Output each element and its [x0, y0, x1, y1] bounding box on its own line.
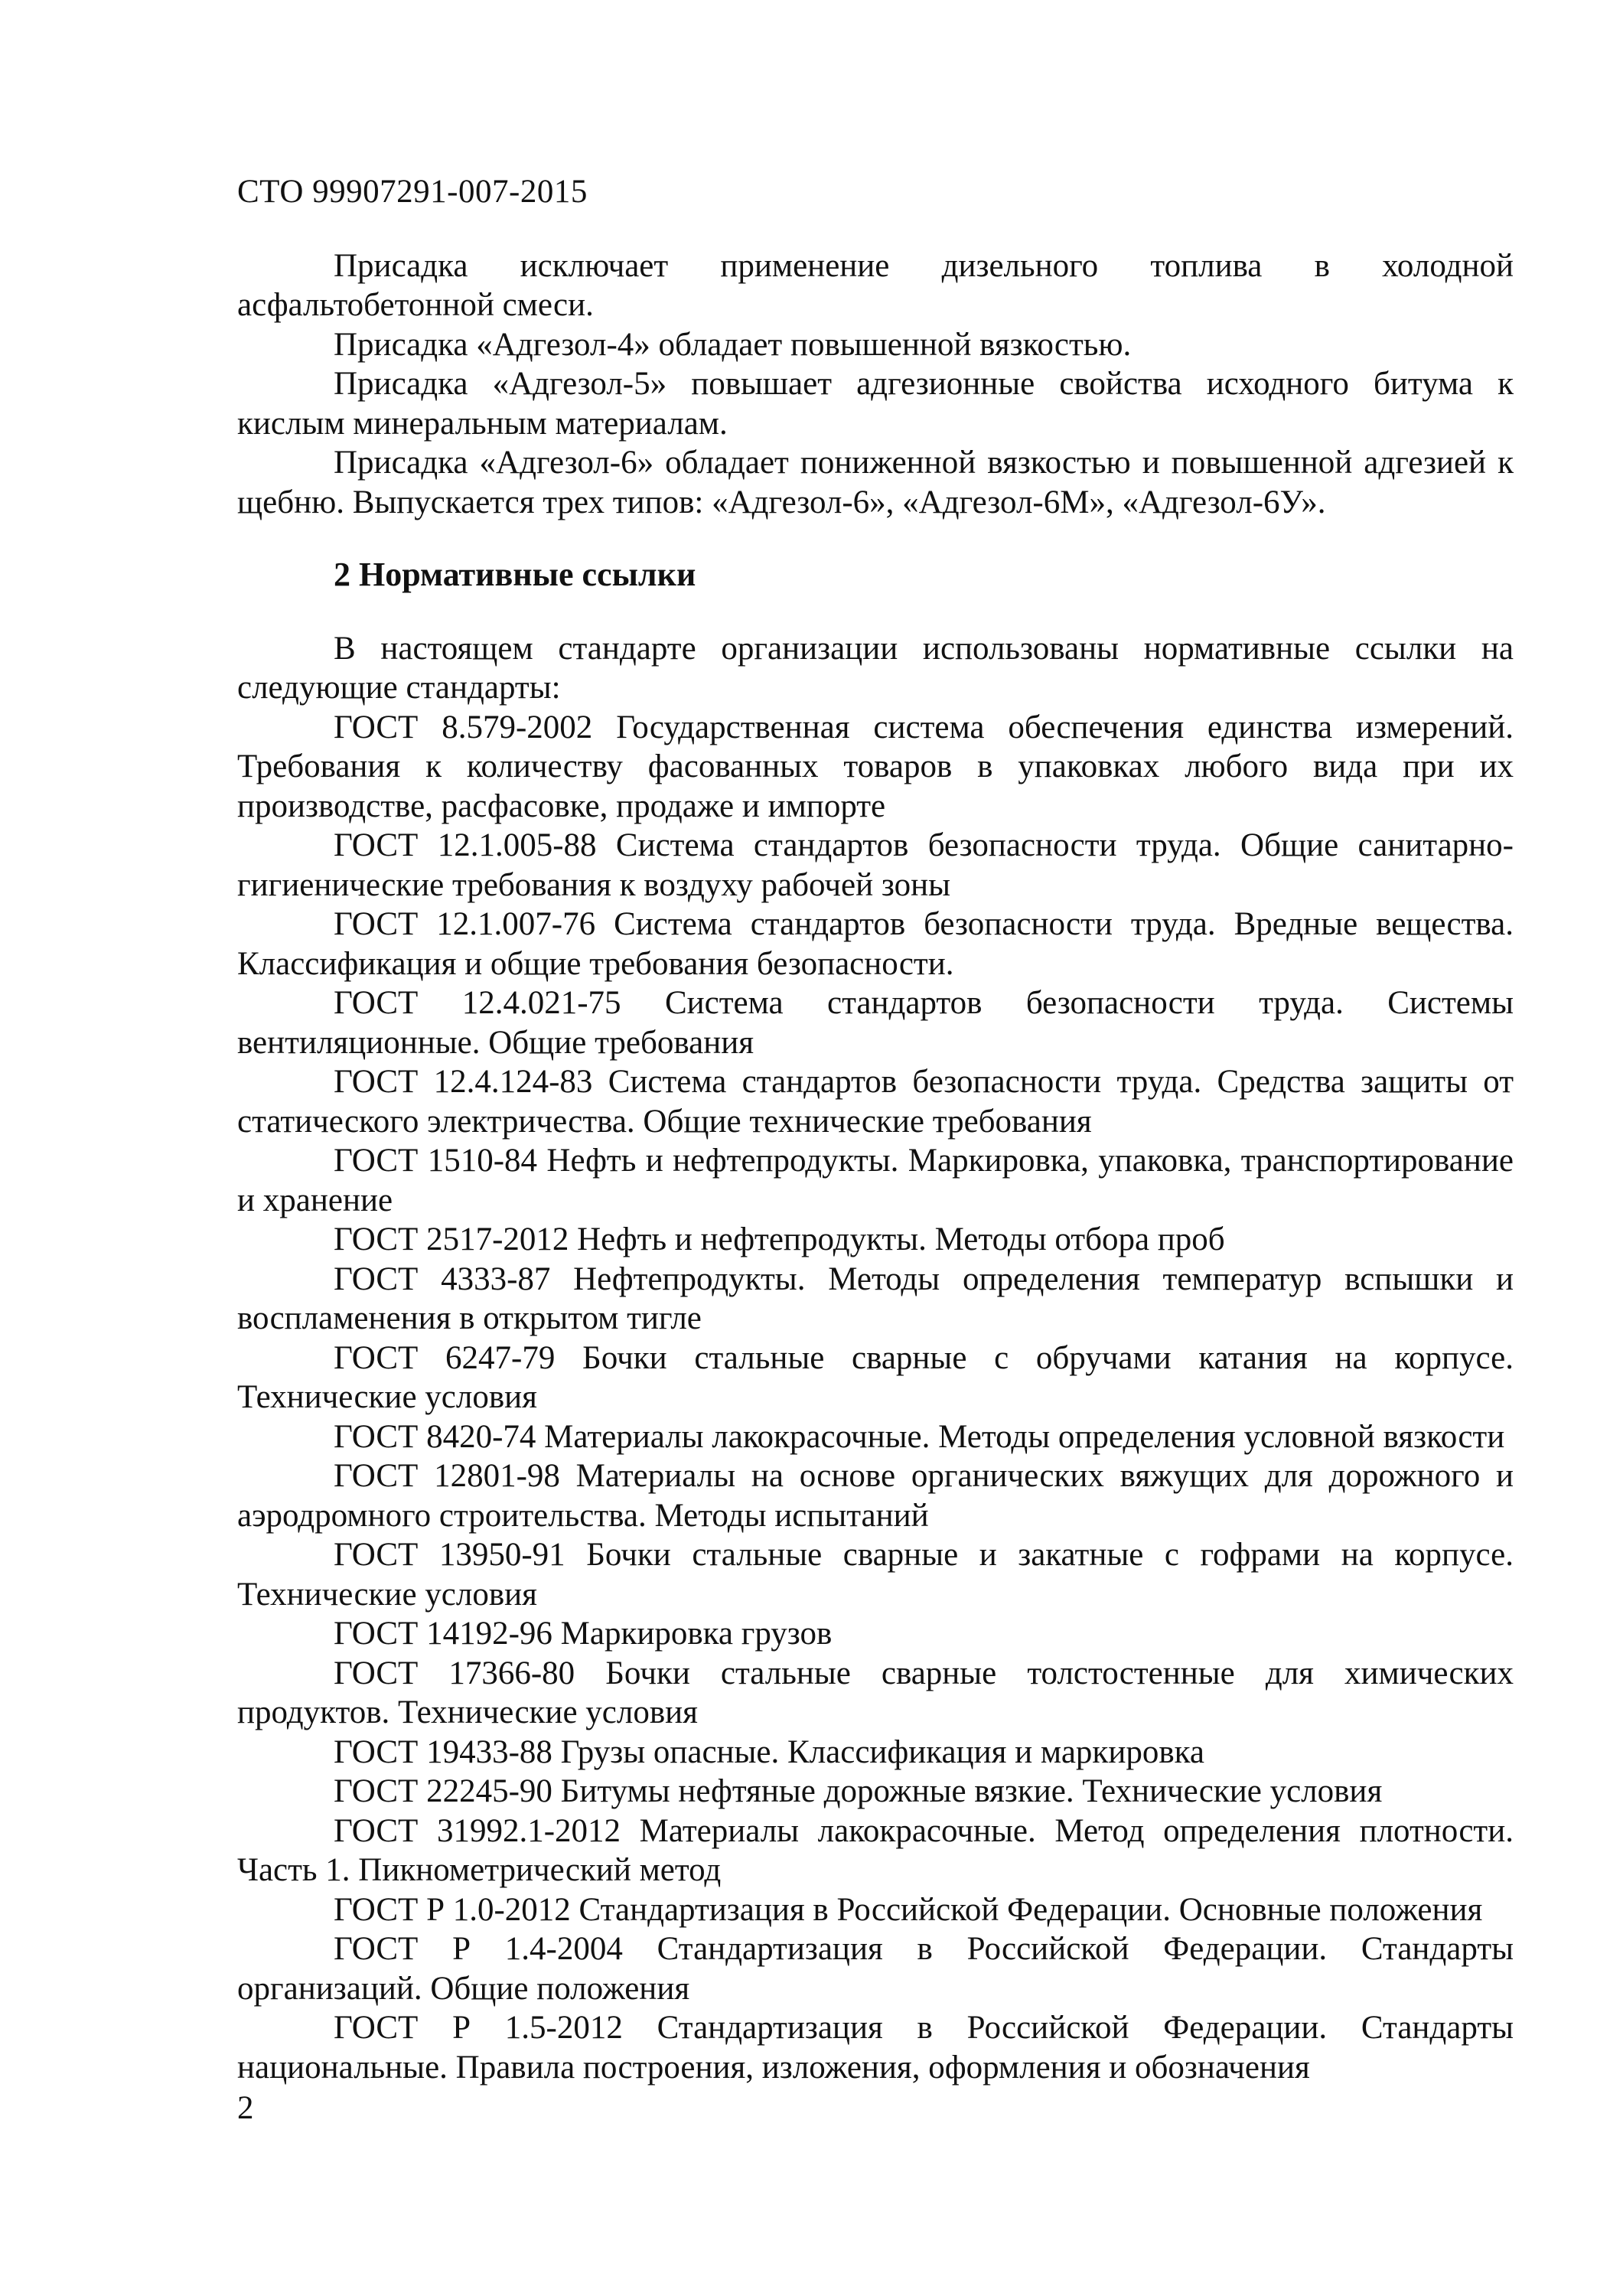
reference-item: ГОСТ 12.1.005-88 Система стандартов безопасности труда. Общие санитарно-гигиенические требования к воздуху рабочей зоны	[237, 827, 1514, 903]
intro-paragraph: Присадка «Адгезол-5» повышает адгезионные свойства исходного битума к кислым минеральным материалам.	[237, 366, 1514, 442]
reference-item: ГОСТ 19433-88 Грузы опасные. Классификация и маркировка	[334, 1733, 1204, 1770]
section-intro: В настоящем стандарте организации использованы нормативные ссылки на следующие стандарты:	[237, 630, 1514, 706]
reference-item: ГОСТ 22245-90 Битумы нефтяные дорожные вязкие. Технические условия	[334, 1773, 1383, 1809]
reference-item: ГОСТ 4333-87 Нефтепродукты. Методы определения температур вспышки и воспламенения в открытом тигле	[237, 1261, 1514, 1336]
reference-item: ГОСТ 12801-98 Материалы на основе органических вяжущих для дорожного и аэродромного строительства. Методы испытаний	[237, 1458, 1514, 1534]
reference-item: ГОСТ 17366-80 Бочки стальные сварные толстостенные для химических продуктов. Технические условия	[237, 1655, 1514, 1730]
reference-item: ГОСТ 31992.1-2012 Материалы лакокрасочные. Метод определения плотности. Часть 1. Пикнометрический метод	[237, 1812, 1514, 1888]
reference-list	[237, 708, 1514, 2088]
reference-item: ГОСТ 12.4.021-75 Система стандартов безопасности труда. Системы вентиляционные. Общие требования	[237, 985, 1514, 1061]
reference-item: ГОСТ 6247-79 Бочки стальные сварные с обручами катания на корпусе. Технические условия	[237, 1339, 1514, 1415]
reference-item: ГОСТ 14192-96 Маркировка грузов	[334, 1616, 833, 1652]
document-page	[237, 172, 1514, 2128]
reference-item: ГОСТ 8420-74 Материалы лакокрасочные. Методы определения условной вязкости	[334, 1418, 1505, 1455]
document-code: СТО 99907291-007-2015	[237, 174, 588, 210]
reference-item: ГОСТ Р 1.0-2012 Стандартизация в Российской Федерации. Основные положения	[334, 1891, 1483, 1928]
reference-item: ГОСТ 8.579-2002 Государственная система обеспечения единства измерений. Требования к количеству фасованных товаров в упаковках любого вида при их производстве, расфасовке, продаже и импорте	[237, 709, 1514, 824]
intro-paragraph: Присадка исключает применение дизельного топлива в холодной асфальтобетонной смеси.	[237, 247, 1514, 323]
reference-item: ГОСТ 12.4.124-83 Система стандартов безопасности труда. Средства защиты от статического электричества. Общие технические требования	[237, 1064, 1514, 1140]
page-number: 2	[237, 2090, 254, 2126]
reference-item: ГОСТ Р 1.5-2012 Стандартизация в Российской Федерации. Стандарты национальные. Правила построения, изложения, оформления и обозначения	[237, 2010, 1514, 2086]
intro-paragraph: Присадка «Адгезол-4» обладает повышенной вязкостью.	[334, 326, 1132, 363]
reference-item: ГОСТ 2517-2012 Нефть и нефтепродукты. Методы отбора проб	[334, 1221, 1225, 1257]
intro-paragraph: Присадка «Адгезол-6» обладает пониженной вязкостью и повышенной адгезией к щебню. Выпускается трех типов: «Адгезол-6», «Адгезол-6М», «Адгезол-6У».	[237, 445, 1514, 520]
reference-item: ГОСТ 13950-91 Бочки стальные сварные и закатные с гофрами на корпусе. Технические условия	[237, 1537, 1514, 1613]
reference-item: ГОСТ Р 1.4-2004 Стандартизация в Российской Федерации. Стандарты организаций. Общие положения	[237, 1931, 1514, 2007]
reference-item: ГОСТ 1510-84 Нефть и нефтепродукты. Маркировка, упаковка, транспортирование и хранение	[237, 1143, 1514, 1218]
section-title: 2 Нормативные ссылки	[334, 556, 696, 593]
reference-item: ГОСТ 12.1.007-76 Система стандартов безопасности труда. Вредные вещества. Классификация и общие требования безопасности.	[237, 906, 1514, 982]
intro-block	[237, 246, 1514, 523]
